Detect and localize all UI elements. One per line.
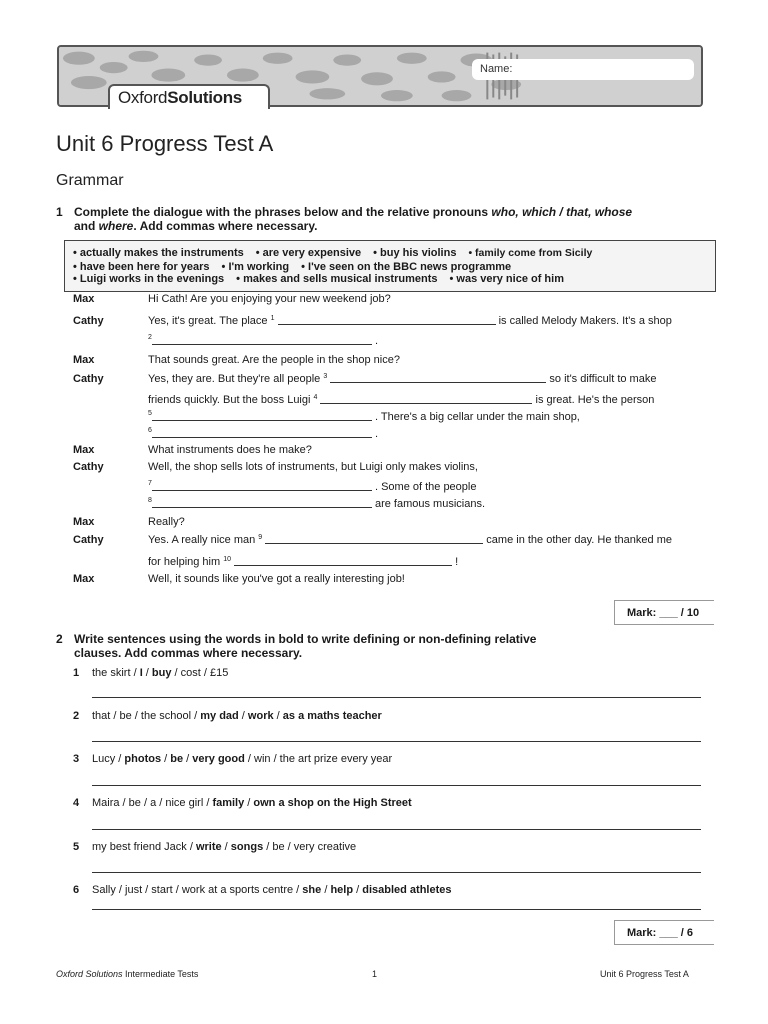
dialogue-line: [148, 556, 458, 568]
item-number: 1: [73, 667, 80, 679]
answer-blank-3[interactable]: [330, 373, 546, 383]
item-number: 5: [73, 841, 80, 853]
q1-number: 1: [56, 205, 63, 219]
q1-text-where: where: [98, 219, 134, 233]
dialogue-line: Really?: [148, 516, 185, 528]
t: /: [183, 753, 193, 765]
t: be: [170, 753, 184, 765]
speaker-cathy: Cathy: [73, 373, 104, 385]
item-prompt: [92, 797, 412, 809]
phrase-row-2: [73, 261, 523, 273]
t: Maira / be / a / nice girl /: [92, 797, 213, 809]
brand-logo: [108, 84, 270, 109]
phrase: • I'm working: [221, 261, 290, 273]
text: Yes. A really nice man: [148, 534, 259, 546]
dialogue-line: [148, 394, 654, 406]
t: songs: [230, 841, 264, 853]
t: help: [330, 884, 354, 896]
answer-line[interactable]: [92, 785, 701, 786]
answer-blank-4[interactable]: [320, 394, 532, 404]
t: very good: [192, 753, 245, 765]
t: she: [302, 884, 322, 896]
footer-right: Unit 6 Progress Test A: [600, 969, 689, 979]
gap-number: 6: [148, 427, 152, 434]
dialogue-line: [148, 428, 378, 440]
name-field[interactable]: Name:: [472, 59, 694, 80]
dialogue-line: What instruments does he make?: [148, 444, 312, 456]
speaker-max: Max: [73, 444, 95, 456]
answer-blank-5[interactable]: [152, 411, 372, 421]
phrase: • Luigi works in the evenings: [73, 273, 225, 285]
t: own a shop on the High Street: [253, 797, 412, 809]
t: / cost / £15: [171, 667, 229, 679]
dialogue-line: [148, 315, 672, 327]
text: !: [452, 556, 459, 568]
text: came in the other day. He thanked me: [483, 534, 672, 546]
item-number: 2: [73, 710, 80, 722]
dialogue-line: That sounds great. Are the people in the shop nice?: [148, 354, 400, 366]
q1-text-words: who, which / that, whose: [491, 205, 633, 219]
answer-blank-6[interactable]: [152, 428, 372, 438]
speaker-cathy: Cathy: [73, 315, 104, 327]
t: buy: [151, 667, 172, 679]
answer-line[interactable]: [92, 872, 701, 873]
q1-text-c: . Add commas where necessary.: [133, 219, 318, 233]
t: / win / the art prize every year: [244, 753, 393, 765]
text: .: [371, 428, 379, 440]
item-number: 6: [73, 884, 80, 896]
answer-blank-2[interactable]: [152, 335, 372, 345]
text: is called Melody Makers. It's a shop: [495, 315, 672, 327]
q2-mark: Mark: ___ / 6: [614, 920, 714, 945]
t: the skirt /: [92, 667, 140, 679]
dialogue-line: [148, 534, 672, 546]
answer-blank-9[interactable]: [265, 534, 483, 544]
t: /: [161, 753, 171, 765]
speaker-max: Max: [73, 516, 95, 528]
dialogue-line: [148, 498, 485, 510]
dialogue-line: [148, 481, 476, 493]
dialogue-line: Well, it sounds like you've got a really interesting job!: [148, 573, 405, 585]
phrase-row-3: [73, 273, 576, 285]
gap-number: 1: [270, 315, 275, 322]
t: my best friend Jack /: [92, 841, 196, 853]
item-prompt: [92, 667, 228, 679]
gap-number: 10: [223, 556, 232, 563]
brand-bold: Solutions: [167, 88, 242, 107]
speaker-cathy: Cathy: [73, 534, 104, 546]
brand-light: Oxford: [118, 88, 168, 107]
text: so it's difficult to make: [546, 373, 657, 385]
q1-mark: Mark: ___ / 10: [614, 600, 714, 625]
t: my dad: [200, 710, 239, 722]
text: are famous musicians.: [371, 498, 486, 510]
text: . Some of the people: [371, 481, 477, 493]
phrase-row-1: [73, 247, 604, 259]
q1-text-b: and: [74, 219, 99, 233]
t: /: [353, 884, 363, 896]
t: as a maths teacher: [282, 710, 382, 722]
dialogue-line: [148, 411, 580, 423]
answer-line[interactable]: [92, 697, 701, 698]
text: Yes, it's great. The place: [148, 315, 271, 327]
text: is great. He's the person: [532, 394, 655, 406]
t: write: [195, 841, 222, 853]
text: Yes, they are. But they're all people: [148, 373, 324, 385]
q2-number: 2: [56, 632, 63, 646]
t: family: [212, 797, 245, 809]
t: /: [142, 667, 152, 679]
gap-number: 8: [148, 497, 152, 504]
footer-left: [56, 969, 198, 979]
item-prompt: [92, 710, 382, 722]
t: Sally / just / start / work at a sports centre /: [92, 884, 303, 896]
dialogue-line: Well, the shop sells lots of instruments, but Luigi only makes violins,: [148, 461, 478, 473]
gap-number: 2: [148, 334, 152, 341]
t: /: [238, 710, 248, 722]
footer-brand: Oxford Solutions: [56, 969, 123, 979]
answer-blank-7[interactable]: [152, 481, 372, 491]
dialogue-line: Hi Cath! Are you enjoying your new weekend job?: [148, 293, 391, 305]
item-number: 3: [73, 753, 80, 765]
phrase: • actually makes the instruments: [73, 247, 244, 259]
speaker-max: Max: [73, 354, 95, 366]
q2-line-2: clauses. Add commas where necessary.: [74, 646, 303, 660]
gap-number: 7: [148, 480, 152, 487]
answer-line[interactable]: [92, 909, 701, 910]
t: photos: [124, 753, 162, 765]
phrase: • are very expensive: [255, 247, 362, 259]
t: work: [247, 710, 274, 722]
t: /: [221, 841, 231, 853]
answer-line[interactable]: [92, 829, 701, 830]
phrase: • I've seen on the BBC news programme: [301, 261, 512, 273]
t: /: [273, 710, 283, 722]
q1-instructions: [74, 205, 714, 233]
item-number: 4: [73, 797, 80, 809]
phrase: • family come from Sicily: [468, 247, 593, 259]
answer-blank-1[interactable]: [278, 315, 496, 325]
dialogue-line: [148, 373, 656, 385]
page-title: Unit 6 Progress Test A: [56, 131, 274, 156]
item-prompt: [92, 841, 356, 853]
text: for helping him: [148, 556, 224, 568]
phrase: • makes and sells musical instruments: [236, 273, 438, 285]
answer-line[interactable]: [92, 741, 701, 742]
phrase-box: [64, 240, 716, 292]
phrase: • was very nice of him: [449, 273, 564, 285]
q1-text-a: Complete the dialogue with the phrases below and the relative pronouns: [74, 205, 492, 219]
page-number: 1: [372, 969, 378, 979]
section-heading: Grammar: [56, 172, 124, 189]
item-prompt: [92, 884, 452, 896]
speaker-cathy: Cathy: [73, 461, 104, 473]
gap-number: 4: [313, 394, 318, 401]
q2-line-1: Write sentences using the words in bold to write defining or non-defining relative: [74, 632, 537, 646]
answer-blank-10[interactable]: [234, 556, 452, 566]
answer-blank-8[interactable]: [152, 498, 372, 508]
t: /: [321, 884, 331, 896]
t: I: [139, 667, 143, 679]
t: /: [244, 797, 254, 809]
gap-number: 9: [258, 534, 263, 541]
footer-series: Intermediate Tests: [122, 969, 199, 979]
phrase: • have been here for years: [73, 261, 210, 273]
t: Lucy /: [92, 753, 125, 765]
text: . There's a big cellar under the main shop,: [371, 411, 580, 423]
speaker-max: Max: [73, 293, 95, 305]
gap-number: 5: [148, 410, 152, 417]
phrase: • buy his violins: [373, 247, 457, 259]
t: disabled athletes: [362, 884, 452, 896]
t: that / be / the school /: [92, 710, 201, 722]
item-prompt: [92, 753, 392, 765]
speaker-max: Max: [73, 573, 95, 585]
gap-number: 3: [323, 373, 328, 380]
t: / be / very creative: [263, 841, 357, 853]
dialogue-line: [148, 335, 378, 347]
text: .: [371, 335, 379, 347]
text: friends quickly. But the boss Luigi: [148, 394, 314, 406]
